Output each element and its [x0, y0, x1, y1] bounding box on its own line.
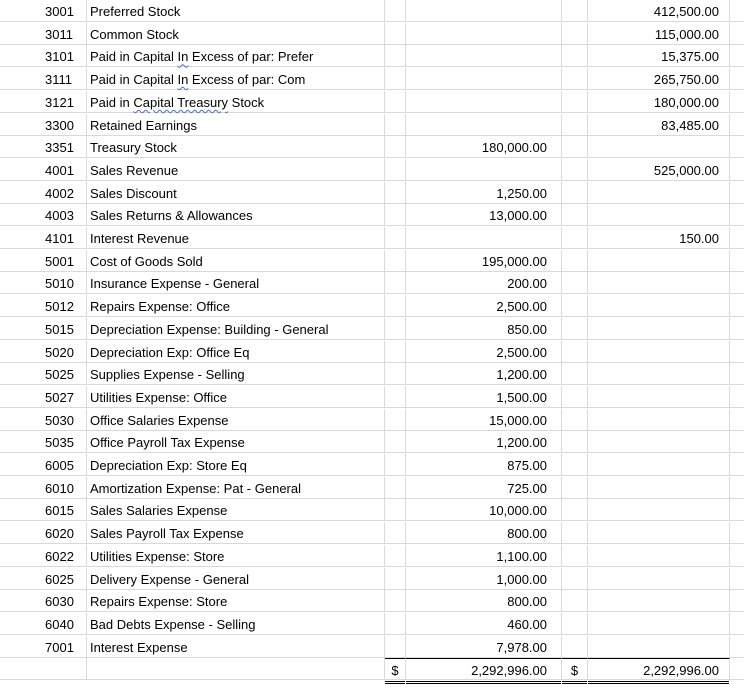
credit-symbol-cell[interactable] [562, 522, 588, 544]
credit-symbol-cell[interactable] [562, 68, 588, 90]
total-name-cell[interactable] [87, 658, 385, 680]
table-row[interactable] [0, 363, 744, 385]
debit-symbol-cell[interactable] [385, 204, 406, 226]
credit-symbol-cell[interactable] [562, 545, 588, 567]
credit-amount-cell[interactable]: 15,375.00 [588, 45, 730, 67]
credit-amount-cell[interactable] [588, 295, 730, 317]
credit-symbol-cell[interactable] [562, 409, 588, 431]
account-name-cell[interactable]: Insurance Expense - General [87, 272, 385, 294]
debit-amount-cell[interactable]: 200.00 [406, 272, 562, 294]
account-name-cell[interactable]: Bad Debts Expense - Selling [87, 613, 385, 635]
debit-symbol-cell[interactable] [385, 431, 406, 453]
debit-amount-cell[interactable]: 1,200.00 [406, 431, 562, 453]
debit-amount-cell[interactable]: 460.00 [406, 613, 562, 635]
debit-amount-cell[interactable]: 800.00 [406, 590, 562, 612]
table-row[interactable] [0, 0, 744, 22]
account-number-cell[interactable]: 6015 [42, 499, 87, 521]
totals-row[interactable] [0, 658, 744, 680]
table-row[interactable] [0, 499, 744, 521]
account-name-cell[interactable]: Depreciation Exp: Office Eq [87, 341, 385, 363]
table-row[interactable] [0, 431, 744, 453]
credit-symbol-cell[interactable] [562, 136, 588, 158]
table-row[interactable] [0, 613, 744, 635]
table-row[interactable] [0, 545, 744, 567]
account-number-cell[interactable]: 3011 [42, 23, 87, 45]
debit-symbol-cell[interactable] [385, 250, 406, 272]
account-name-cell[interactable]: Amortization Expense: Pat - General [87, 477, 385, 499]
account-name-cell[interactable]: Repairs Expense: Store [87, 590, 385, 612]
credit-amount-cell[interactable]: 265,750.00 [588, 68, 730, 90]
credit-symbol-cell[interactable] [562, 454, 588, 476]
debit-amount-cell[interactable]: 1,100.00 [406, 545, 562, 567]
credit-amount-cell[interactable]: 412,500.00 [588, 0, 730, 22]
credit-symbol-cell[interactable] [562, 636, 588, 658]
spellcheck-flagged-text: Capital Treasury [133, 94, 229, 110]
account-name-text: Excess of par: Prefer [188, 49, 314, 65]
debit-symbol-cell[interactable] [385, 613, 406, 635]
table-row[interactable] [0, 136, 744, 158]
account-name-cell[interactable] [87, 91, 385, 113]
account-number-cell[interactable]: 4003 [42, 204, 87, 226]
account-name-cell[interactable]: Depreciation Exp: Store Eq [87, 454, 385, 476]
table-row[interactable] [0, 159, 744, 181]
table-row[interactable] [0, 68, 744, 90]
credit-amount-cell[interactable] [588, 636, 730, 658]
debit-symbol-cell[interactable] [385, 454, 406, 476]
credit-symbol-cell[interactable] [562, 114, 588, 136]
credit-symbol-cell[interactable] [562, 295, 588, 317]
table-row[interactable] [0, 45, 744, 67]
credit-symbol-cell[interactable] [562, 159, 588, 181]
table-row[interactable] [0, 114, 744, 136]
credit-symbol-cell[interactable] [562, 363, 588, 385]
account-number-cell[interactable]: 7001 [42, 636, 87, 658]
credit-symbol-cell[interactable] [562, 386, 588, 408]
debit-symbol-cell[interactable] [385, 499, 406, 521]
account-number-cell[interactable]: 4002 [42, 182, 87, 204]
account-number-cell[interactable]: 3351 [42, 136, 87, 158]
debit-symbol-cell[interactable] [385, 272, 406, 294]
account-name-cell[interactable]: Repairs Expense: Office [87, 295, 385, 317]
debit-total[interactable]: 2,292,996.00 [406, 658, 562, 680]
debit-amount-cell[interactable] [406, 227, 562, 249]
table-row[interactable] [0, 454, 744, 476]
debit-amount-cell[interactable]: 1,200.00 [406, 363, 562, 385]
credit-amount-cell[interactable] [588, 182, 730, 204]
credit-symbol-cell[interactable] [562, 0, 588, 22]
table-row[interactable] [0, 590, 744, 612]
debit-amount-cell[interactable]: 7,978.00 [406, 636, 562, 658]
credit-amount-cell[interactable] [588, 341, 730, 363]
credit-amount-cell[interactable]: 180,000.00 [588, 91, 730, 113]
table-row[interactable] [0, 295, 744, 317]
table-row[interactable] [0, 522, 744, 544]
account-name-cell[interactable]: Treasury Stock [87, 136, 385, 158]
account-name-cell[interactable]: Utilities Expense: Office [87, 386, 385, 408]
debit-amount-cell[interactable] [406, 23, 562, 45]
table-row[interactable] [0, 250, 744, 272]
debit-amount-cell[interactable] [406, 159, 562, 181]
account-name-cell[interactable]: Utilities Expense: Store [87, 545, 385, 567]
debit-amount-cell[interactable] [406, 0, 562, 22]
debit-amount-cell[interactable]: 725.00 [406, 477, 562, 499]
debit-symbol-cell[interactable] [385, 227, 406, 249]
debit-amount-cell[interactable]: 1,000.00 [406, 568, 562, 590]
credit-amount-cell[interactable] [588, 386, 730, 408]
credit-amount-cell[interactable] [588, 431, 730, 453]
credit-amount-cell[interactable]: 83,485.00 [588, 114, 730, 136]
debit-symbol-cell[interactable] [385, 91, 406, 113]
credit-amount-cell[interactable] [588, 522, 730, 544]
debit-symbol-cell[interactable] [385, 159, 406, 181]
credit-amount-cell[interactable] [588, 613, 730, 635]
account-number-cell[interactable]: 6010 [42, 477, 87, 499]
account-number-cell[interactable]: 5010 [42, 272, 87, 294]
debit-symbol-cell[interactable] [385, 590, 406, 612]
credit-symbol-cell[interactable] [562, 250, 588, 272]
debit-symbol-cell[interactable] [385, 114, 406, 136]
table-row[interactable] [0, 91, 744, 113]
table-row[interactable] [0, 386, 744, 408]
debit-amount-cell[interactable]: 15,000.00 [406, 409, 562, 431]
spellcheck-flagged-text: In [177, 49, 189, 65]
account-number-cell[interactable]: 6040 [42, 613, 87, 635]
account-number-cell[interactable]: 5025 [42, 363, 87, 385]
account-number-cell[interactable]: 3001 [42, 0, 87, 22]
credit-symbol-cell[interactable] [562, 182, 588, 204]
debit-symbol-cell[interactable] [385, 568, 406, 590]
account-name-cell[interactable]: Sales Discount [87, 182, 385, 204]
table-row[interactable] [0, 182, 744, 204]
credit-amount-cell[interactable] [588, 454, 730, 476]
account-number-cell[interactable]: 5030 [42, 409, 87, 431]
credit-symbol-cell[interactable] [562, 568, 588, 590]
credit-symbol-cell[interactable] [562, 23, 588, 45]
account-number-cell[interactable]: 4001 [42, 159, 87, 181]
account-name-cell[interactable]: Sales Salaries Expense [87, 499, 385, 521]
debit-amount-cell[interactable] [406, 68, 562, 90]
credit-amount-cell[interactable] [588, 568, 730, 590]
debit-symbol-cell[interactable] [385, 363, 406, 385]
account-name-cell[interactable] [87, 68, 385, 90]
account-name-cell[interactable]: Supplies Expense - Selling [87, 363, 385, 385]
account-number-cell[interactable]: 6030 [42, 590, 87, 612]
credit-amount-cell[interactable]: 525,000.00 [588, 159, 730, 181]
account-name-cell[interactable]: Sales Returns & Allowances [87, 204, 385, 226]
account-number-cell[interactable]: 5001 [42, 250, 87, 272]
debit-amount-cell[interactable]: 13,000.00 [406, 204, 562, 226]
table-row[interactable] [0, 318, 744, 340]
credit-amount-cell[interactable] [588, 363, 730, 385]
account-number-cell[interactable]: 5012 [42, 295, 87, 317]
account-number-cell[interactable]: 5035 [42, 431, 87, 453]
credit-amount-cell[interactable]: 115,000.00 [588, 23, 730, 45]
debit-amount-cell[interactable]: 195,000.00 [406, 250, 562, 272]
account-name-text: Stock [228, 94, 265, 110]
account-name-cell[interactable] [87, 45, 385, 67]
debit-amount-cell[interactable]: 2,500.00 [406, 295, 562, 317]
account-number-cell[interactable]: 6022 [42, 545, 87, 567]
credit-symbol-cell[interactable] [562, 204, 588, 226]
debit-symbol-cell[interactable] [385, 545, 406, 567]
account-name-text: Paid in Capital [90, 49, 178, 65]
table-row[interactable] [0, 341, 744, 363]
credit-symbol-cell[interactable] [562, 318, 588, 340]
account-number-cell[interactable]: 6005 [42, 454, 87, 476]
credit-amount-cell[interactable] [588, 590, 730, 612]
debit-symbol-cell[interactable] [385, 409, 406, 431]
debit-symbol-cell[interactable] [385, 136, 406, 158]
account-number-cell[interactable]: 6025 [42, 568, 87, 590]
debit-amount-cell[interactable]: 2,500.00 [406, 341, 562, 363]
account-name-cell[interactable]: Interest Revenue [87, 227, 385, 249]
account-number-cell[interactable]: 3101 [42, 45, 87, 67]
account-number-cell[interactable]: 3111 [42, 68, 87, 90]
account-name-cell[interactable]: Common Stock [87, 23, 385, 45]
debit-amount-cell[interactable] [406, 114, 562, 136]
credit-amount-cell[interactable] [588, 545, 730, 567]
table-row[interactable] [0, 204, 744, 226]
account-name-text: Excess of par: Com [188, 72, 306, 88]
account-number-cell[interactable]: 5027 [42, 386, 87, 408]
credit-symbol-cell[interactable] [562, 341, 588, 363]
table-row[interactable] [0, 568, 744, 590]
credit-amount-cell[interactable]: 150.00 [588, 227, 730, 249]
table-row[interactable] [0, 636, 744, 658]
credit-symbol-cell[interactable] [562, 227, 588, 249]
total-acct-cell[interactable] [42, 658, 87, 680]
credit-symbol-cell[interactable] [562, 272, 588, 294]
table-row[interactable] [0, 227, 744, 249]
account-name-cell[interactable]: Sales Payroll Tax Expense [87, 522, 385, 544]
debit-symbol-cell[interactable] [385, 522, 406, 544]
credit-amount-cell[interactable] [588, 477, 730, 499]
credit-amount-cell[interactable] [588, 136, 730, 158]
account-name-cell[interactable]: Delivery Expense - General [87, 568, 385, 590]
debit-amount-cell[interactable]: 875.00 [406, 454, 562, 476]
debit-amount-cell[interactable] [406, 45, 562, 67]
debit-symbol-cell[interactable] [385, 318, 406, 340]
debit-symbol-cell[interactable] [385, 68, 406, 90]
debit-symbol-cell[interactable] [385, 341, 406, 363]
account-name-cell[interactable]: Interest Expense [87, 636, 385, 658]
account-number-cell[interactable]: 5015 [42, 318, 87, 340]
credit-amount-cell[interactable] [588, 250, 730, 272]
credit-symbol-cell[interactable] [562, 45, 588, 67]
table-row[interactable] [0, 272, 744, 294]
debit-amount-cell[interactable]: 800.00 [406, 522, 562, 544]
debit-symbol-cell[interactable] [385, 636, 406, 658]
credit-amount-cell[interactable] [588, 272, 730, 294]
credit-symbol-cell[interactable] [562, 431, 588, 453]
account-number-cell[interactable]: 5020 [42, 341, 87, 363]
account-number-cell[interactable]: 6020 [42, 522, 87, 544]
account-number-cell[interactable]: 4101 [42, 227, 87, 249]
debit-amount-cell[interactable]: 1,500.00 [406, 386, 562, 408]
account-name-cell[interactable]: Office Salaries Expense [87, 409, 385, 431]
credit-amount-cell[interactable] [588, 204, 730, 226]
credit-amount-cell[interactable] [588, 499, 730, 521]
account-name-cell[interactable]: Sales Revenue [87, 159, 385, 181]
credit-symbol-cell[interactable] [562, 477, 588, 499]
credit-symbol-cell[interactable] [562, 91, 588, 113]
debit-symbol-cell[interactable] [385, 182, 406, 204]
table-row[interactable] [0, 477, 744, 499]
account-name-cell[interactable]: Cost of Goods Sold [87, 250, 385, 272]
credit-symbol-cell[interactable] [562, 499, 588, 521]
account-name-text: Paid in [90, 94, 134, 110]
debit-amount-cell[interactable] [406, 91, 562, 113]
account-name-cell[interactable]: Retained Earnings [87, 114, 385, 136]
debit-amount-cell[interactable]: 850.00 [406, 318, 562, 340]
account-name-text: Paid in Capital [90, 72, 178, 88]
account-name-cell[interactable]: Depreciation Expense: Building - General [87, 318, 385, 340]
table-row[interactable] [0, 23, 744, 45]
debit-symbol-cell[interactable] [385, 45, 406, 67]
account-name-cell[interactable]: Preferred Stock [87, 0, 385, 22]
credit-amount-cell[interactable] [588, 409, 730, 431]
account-number-cell[interactable]: 3300 [42, 114, 87, 136]
debit-amount-cell[interactable]: 180,000.00 [406, 136, 562, 158]
debit-symbol-cell[interactable] [385, 295, 406, 317]
debit-currency-symbol[interactable]: $ [385, 658, 406, 680]
debit-amount-cell[interactable]: 10,000.00 [406, 499, 562, 521]
credit-currency-symbol[interactable]: $ [562, 658, 588, 680]
spellcheck-flagged-text: In [177, 72, 189, 88]
debit-amount-cell[interactable]: 1,250.00 [406, 182, 562, 204]
credit-total[interactable]: 2,292,996.00 [588, 658, 730, 680]
debit-symbol-cell[interactable] [385, 477, 406, 499]
debit-symbol-cell[interactable] [385, 23, 406, 45]
credit-symbol-cell[interactable] [562, 590, 588, 612]
table-row[interactable] [0, 409, 744, 431]
credit-amount-cell[interactable] [588, 318, 730, 340]
debit-symbol-cell[interactable] [385, 0, 406, 22]
account-name-cell[interactable]: Office Payroll Tax Expense [87, 431, 385, 453]
account-number-cell[interactable]: 3121 [42, 91, 87, 113]
credit-symbol-cell[interactable] [562, 613, 588, 635]
debit-symbol-cell[interactable] [385, 386, 406, 408]
